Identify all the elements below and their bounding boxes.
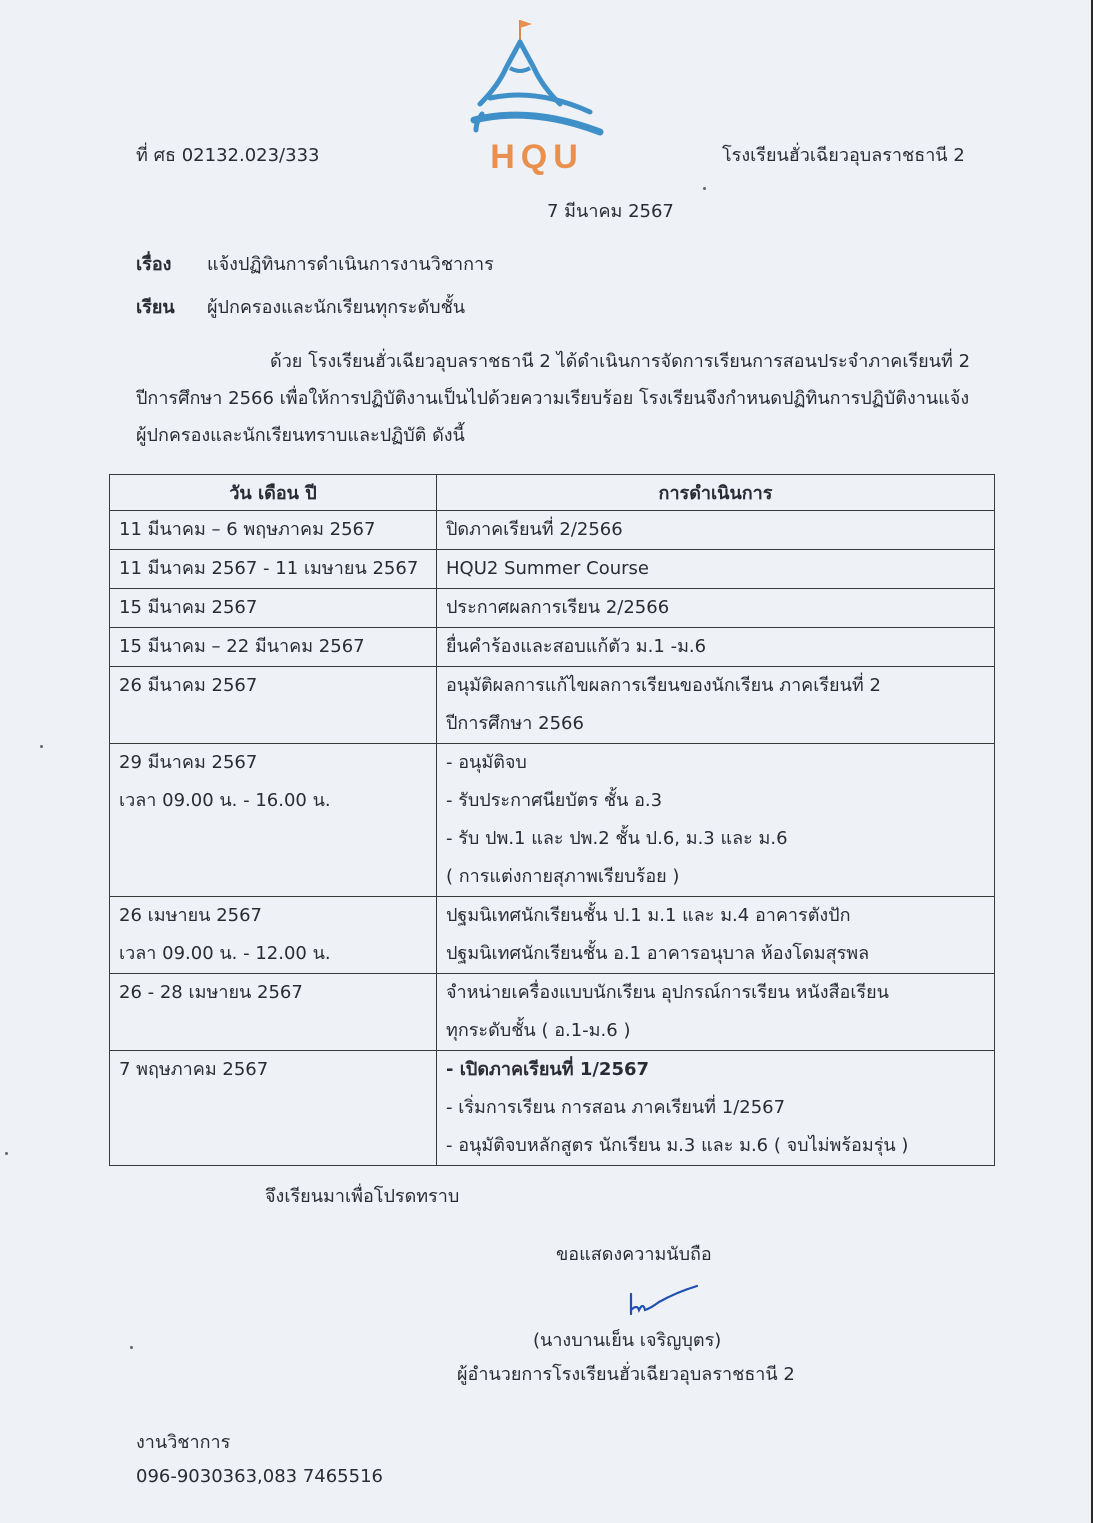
table-row [110,897,995,974]
date-cell [110,589,437,628]
action-line: - อนุมัติจบหลักสูตร นักเรียน ม.3 และ ม.6 ( จบไม่พร้อมรุ่น ) [446,1135,909,1156]
table-row [110,1051,995,1166]
regards: ขอแสดงความนับถือ [556,1244,712,1265]
action-line: - อนุมัติจบ [446,752,527,773]
scan-speck [130,1346,133,1349]
scan-speck [40,745,43,748]
header-action: การดำเนินการ [437,475,995,511]
table-row [110,550,995,589]
header-date: วัน เดือน ปี [110,475,437,511]
letter-date: 7 มีนาคม 2567 [547,201,674,222]
date-cell [110,511,437,550]
date-line: 11 มีนาคม 2567 - 11 เมษายน 2567 [119,558,419,579]
action-line: ปีการศึกษา 2566 [446,713,584,734]
action-line: - รับประกาศนียบัตร ชั้น อ.3 [446,790,663,811]
table-row [110,974,995,1051]
action-line: ปฐมนิเทศนักเรียนชั้น อ.1 อาคารอนุบาล ห้องโดมสุรพล [446,943,870,964]
table-header-row [110,475,995,511]
date-cell [110,628,437,667]
signature-icon [625,1280,705,1320]
action-cell [437,550,995,589]
date-line: 26 เมษายน 2567 [119,905,262,926]
table-row [110,511,995,550]
logo-text: HQU [490,138,584,176]
schedule-table [109,474,995,1166]
body-line: ปีการศึกษา 2566 เพื่อให้การปฏิบัติงานเป็นไปด้วยความเรียบร้อย โรงเรียนจึงกำหนดปฏิทินการปฏิบัติงานแจ้ง [136,388,970,409]
action-line: HQU2 Summer Course [446,558,649,579]
closing-line: จึงเรียนมาเพื่อโปรดทราบ [265,1186,460,1207]
date-line: 15 มีนาคม – 22 มีนาคม 2567 [119,636,365,657]
recipient-label: เรียน [136,297,175,318]
date-cell [110,974,437,1051]
date-cell [110,1051,437,1166]
action-line: ปิดภาคเรียนที่ 2/2566 [446,519,623,540]
signer-name: (นางบานเย็น เจริญบุตร) [533,1330,722,1351]
action-cell [437,667,995,744]
date-line: 7 พฤษภาคม 2567 [119,1059,269,1080]
action-cell [437,511,995,550]
action-line: ยื่นคำร้องและสอบแก้ตัว ม.1 -ม.6 [446,636,707,657]
table-row [110,628,995,667]
schedule-body [110,511,995,1166]
action-line: ประกาศผลการเรียน 2/2566 [446,597,670,618]
date-cell [110,667,437,744]
action-cell [437,897,995,974]
action-line: ( การแต่งกายสุภาพเรียบร้อย ) [446,866,680,887]
table-row [110,667,995,744]
action-line: - เปิดภาคเรียนที่ 1/2567 [446,1059,650,1080]
recipient-text: ผู้ปกครองและนักเรียนทุกระดับชั้น [207,297,466,318]
date-line: 26 มีนาคม 2567 [119,675,258,696]
footer-department: งานวิชาการ [136,1432,231,1453]
school-name: โรงเรียนฮั่วเฉียวอุบลราชธานี 2 [722,145,965,166]
footer-phone: 096-9030363,083 7465516 [136,1466,383,1487]
date-cell [110,550,437,589]
action-cell [437,1051,995,1166]
action-line: ปฐมนิเทศนักเรียนชั้น ป.1 ม.1 และ ม.4 อาคารตังปัก [446,905,851,926]
date-line: 29 มีนาคม 2567 [119,752,258,773]
scan-speck [5,1152,8,1155]
action-cell [437,628,995,667]
signer-title: ผู้อำนวยการโรงเรียนฮั่วเฉียวอุบลราชธานี 2 [457,1364,795,1385]
subject-text: แจ้งปฏิทินการดำเนินการงานวิชาการ [207,254,494,275]
action-line: จำหน่ายเครื่องแบบนักเรียน อุปกรณ์การเรียน หนังสือเรียน [446,982,889,1003]
action-cell [437,589,995,628]
action-cell [437,744,995,897]
date-line: 15 มีนาคม 2567 [119,597,258,618]
body-line: ด้วย โรงเรียนฮั่วเฉียวอุบลราชธานี 2 ได้ดำเนินการจัดการเรียนการสอนประจำภาคเรียนที่ 2 [270,351,971,372]
date-line: เวลา 09.00 น. - 16.00 น. [119,790,331,811]
action-line: - รับ ปพ.1 และ ปพ.2 ชั้น ป.6, ม.3 และ ม.6 [446,828,788,849]
date-cell [110,897,437,974]
date-line: 26 - 28 เมษายน 2567 [119,982,303,1003]
table-row [110,589,995,628]
table-row [110,744,995,897]
action-line: ทุกระดับชั้น ( อ.1-ม.6 ) [446,1020,631,1041]
scan-speck [703,187,706,190]
body-line: ผู้ปกครองและนักเรียนทราบและปฏิบัติ ดังนี้ [136,425,465,446]
subject-label: เรื่อง [136,254,172,275]
action-cell [437,974,995,1051]
action-line: - เริ่มการเรียน การสอน ภาคเรียนที่ 1/2567 [446,1097,786,1118]
date-cell [110,744,437,897]
action-line: อนุมัติผลการแก้ไขผลการเรียนของนักเรียน ภาคเรียนที่ 2 [446,675,881,696]
reference-number: ที่ ศธ 02132.023/333 [136,145,320,166]
date-line: เวลา 09.00 น. - 12.00 น. [119,943,331,964]
date-line: 11 มีนาคม – 6 พฤษภาคม 2567 [119,519,376,540]
